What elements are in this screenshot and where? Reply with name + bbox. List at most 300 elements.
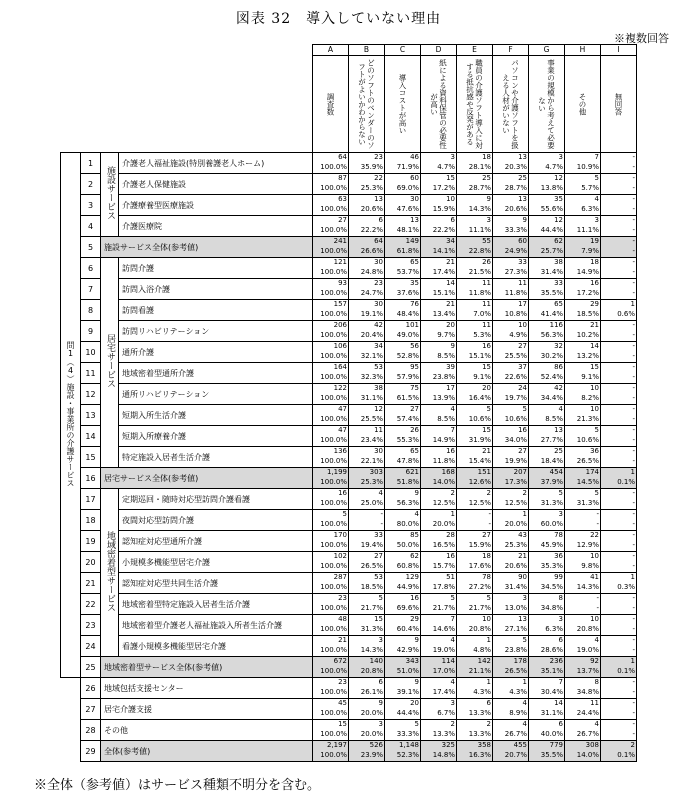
- value-cell: [457, 258, 493, 279]
- percent-value: 20.7%: [504, 751, 527, 759]
- percent-value: -: [632, 520, 635, 528]
- value-cell: [457, 594, 493, 615]
- count-value: 16: [590, 279, 599, 287]
- value-cell: [493, 216, 529, 237]
- count-value: 99: [554, 573, 563, 581]
- column-letter: F: [493, 45, 529, 56]
- count-value: 13: [518, 153, 527, 161]
- percent-value: -: [632, 457, 635, 465]
- percent-value: 17.6%: [468, 562, 491, 570]
- count-value: 343: [405, 657, 419, 665]
- value-cell: [421, 657, 457, 678]
- row-number: 8: [81, 300, 101, 321]
- percent-value: 11.1%: [576, 226, 599, 234]
- value-cell: [565, 363, 601, 384]
- percent-value: 53.7%: [396, 268, 419, 276]
- percent-value: 100.0%: [320, 331, 347, 339]
- value-cell: [457, 573, 493, 594]
- count-value: 3: [558, 510, 563, 518]
- blank-cell: [61, 741, 81, 762]
- value-cell: [565, 594, 601, 615]
- percent-value: 25.3%: [360, 184, 383, 192]
- value-cell: [313, 153, 349, 174]
- count-value: 13: [374, 195, 383, 203]
- percent-value: 100.0%: [320, 604, 347, 612]
- value-cell: [349, 636, 385, 657]
- value-cell: [457, 510, 493, 531]
- value-cell: [529, 720, 565, 741]
- value-cell: [385, 552, 421, 573]
- percent-value: 15.9%: [432, 205, 455, 213]
- count-value: 207: [513, 468, 527, 476]
- table-row: [61, 699, 637, 720]
- table-row: [61, 741, 637, 762]
- percent-value: 17.0%: [432, 667, 455, 675]
- percent-value: 20.0%: [360, 730, 383, 738]
- count-value: 13: [518, 195, 527, 203]
- count-value: 11: [374, 426, 383, 434]
- column-header: [565, 56, 601, 153]
- row-label: 特定施設入居者生活介護: [119, 447, 313, 468]
- percent-value: 14.8%: [432, 751, 455, 759]
- row-number: 4: [81, 216, 101, 237]
- percent-value: 100.0%: [320, 646, 347, 654]
- percent-value: 16.5%: [432, 541, 455, 549]
- percent-value: 37.6%: [396, 289, 419, 297]
- value-cell: [565, 615, 601, 636]
- percent-value: 9.1%: [581, 373, 599, 381]
- percent-value: 13.3%: [432, 730, 455, 738]
- percent-value: 21.7%: [432, 604, 455, 612]
- row-number: 26: [81, 678, 101, 699]
- value-cell: [421, 447, 457, 468]
- count-value: 11: [482, 321, 491, 329]
- percent-value: 17.3%: [504, 478, 527, 486]
- percent-value: -: [632, 394, 635, 402]
- value-cell: [601, 468, 637, 489]
- value-cell: [457, 552, 493, 573]
- count-value: 142: [477, 657, 491, 665]
- group-label-text: 居宅サービス: [105, 334, 115, 388]
- count-value: 12: [554, 174, 563, 182]
- value-cell: [349, 657, 385, 678]
- count-value: 35: [554, 195, 563, 203]
- value-cell: [349, 426, 385, 447]
- column-letter: G: [529, 45, 565, 56]
- count-value: -: [632, 216, 635, 224]
- percent-value: 33.3%: [504, 226, 527, 234]
- percent-value: 31.4%: [504, 583, 527, 591]
- value-cell: [313, 489, 349, 510]
- count-value: 27: [518, 342, 527, 350]
- percent-value: 11.8%: [432, 457, 455, 465]
- count-value: 38: [374, 384, 383, 392]
- count-value: 20: [410, 699, 419, 707]
- percent-value: -: [632, 268, 635, 276]
- count-value: 4: [594, 636, 599, 644]
- percent-value: 31.3%: [576, 499, 599, 507]
- percent-value: 21.5%: [468, 268, 491, 276]
- count-value: -: [632, 279, 635, 287]
- value-cell: [385, 531, 421, 552]
- count-value: 27: [338, 216, 347, 224]
- count-value: 1: [450, 510, 455, 518]
- count-value: 10: [446, 195, 455, 203]
- table-row: [61, 636, 637, 657]
- row-number: 21: [81, 573, 101, 594]
- percent-value: 55.6%: [540, 205, 563, 213]
- percent-value: 100.0%: [320, 583, 347, 591]
- value-cell: [385, 678, 421, 699]
- value-cell: [457, 300, 493, 321]
- value-cell: [349, 699, 385, 720]
- value-cell: [529, 678, 565, 699]
- value-cell: [529, 573, 565, 594]
- value-cell: [493, 195, 529, 216]
- column-header: [601, 56, 637, 153]
- count-value: -: [632, 237, 635, 245]
- row-label: 認知症対応型通所介護: [119, 531, 313, 552]
- value-cell: [457, 237, 493, 258]
- percent-value: 25.5%: [360, 415, 383, 423]
- value-cell: [313, 300, 349, 321]
- value-cell: [457, 741, 493, 762]
- value-cell: [313, 426, 349, 447]
- count-value: 78: [482, 573, 491, 581]
- count-value: 64: [374, 237, 383, 245]
- value-cell: [313, 216, 349, 237]
- percent-value: 13.8%: [540, 184, 563, 192]
- count-value: 10: [590, 552, 599, 560]
- count-value: 39: [446, 363, 455, 371]
- value-cell: [421, 195, 457, 216]
- value-cell: [493, 363, 529, 384]
- value-cell: [385, 594, 421, 615]
- percent-value: 24.4%: [576, 709, 599, 717]
- value-cell: [601, 573, 637, 594]
- percent-value: 10.9%: [576, 163, 599, 171]
- value-cell: [493, 699, 529, 720]
- percent-value: 51.8%: [396, 478, 419, 486]
- percent-value: 100.0%: [320, 268, 347, 276]
- value-cell: [529, 258, 565, 279]
- count-value: 140: [369, 657, 383, 665]
- count-value: 15: [482, 426, 491, 434]
- count-value: 1: [486, 678, 491, 686]
- percent-value: 14.3%: [576, 583, 599, 591]
- count-value: 13: [410, 216, 419, 224]
- value-cell: [421, 363, 457, 384]
- percent-value: -: [488, 520, 491, 528]
- row-label: 介護医療院: [119, 216, 313, 237]
- count-value: 16: [518, 426, 527, 434]
- value-cell: [565, 174, 601, 195]
- count-value: 15: [338, 720, 347, 728]
- percent-value: 35.5%: [540, 289, 563, 297]
- count-value: -: [488, 510, 491, 518]
- column-letter: C: [385, 45, 421, 56]
- percent-value: 26.7%: [504, 730, 527, 738]
- value-cell: [493, 174, 529, 195]
- percent-value: 15.4%: [468, 457, 491, 465]
- value-cell: [421, 636, 457, 657]
- value-cell: [529, 342, 565, 363]
- value-cell: [349, 321, 385, 342]
- count-value: 5: [522, 405, 527, 413]
- column-header-label: 事業の規模から考えて必要ない: [537, 59, 556, 149]
- value-cell: [385, 720, 421, 741]
- count-value: 29: [410, 615, 419, 623]
- value-cell: [421, 699, 457, 720]
- percent-value: 20.4%: [360, 331, 383, 339]
- value-cell: [493, 573, 529, 594]
- count-value: 12: [374, 405, 383, 413]
- value-cell: [529, 279, 565, 300]
- count-value: 22: [590, 531, 599, 539]
- count-value: -: [632, 153, 635, 161]
- count-value: 60: [410, 174, 419, 182]
- column-letter: E: [457, 45, 493, 56]
- value-cell: [421, 342, 457, 363]
- table-row: [61, 489, 637, 510]
- count-value: 23: [374, 153, 383, 161]
- percent-value: 40.0%: [540, 730, 563, 738]
- percent-value: 20.0%: [432, 520, 455, 528]
- value-cell: [565, 741, 601, 762]
- count-value: 14: [554, 699, 563, 707]
- count-value: -: [632, 363, 635, 371]
- value-cell: [313, 552, 349, 573]
- percent-value: 28.6%: [540, 646, 563, 654]
- percent-value: -: [632, 331, 635, 339]
- count-value: 55: [482, 237, 491, 245]
- percent-value: 100.0%: [320, 289, 347, 297]
- count-value: 13: [518, 615, 527, 623]
- value-cell: [421, 510, 457, 531]
- column-header: [493, 56, 529, 153]
- percent-value: 10.6%: [576, 436, 599, 444]
- count-value: 1: [486, 636, 491, 644]
- percent-value: 22.2%: [432, 226, 455, 234]
- count-value: 28: [446, 531, 455, 539]
- count-value: 5: [594, 489, 599, 497]
- value-cell: [385, 153, 421, 174]
- value-cell: [565, 216, 601, 237]
- count-value: 621: [405, 468, 419, 476]
- percent-value: -: [632, 163, 635, 171]
- value-cell: [457, 531, 493, 552]
- percent-value: 15.1%: [432, 289, 455, 297]
- group-label-text: 地域密着型サービス: [105, 530, 115, 612]
- count-value: 4: [450, 405, 455, 413]
- group-label-text: 施設サービス: [105, 166, 115, 220]
- value-cell: [421, 594, 457, 615]
- value-cell: [601, 531, 637, 552]
- percent-value: 100.0%: [320, 184, 347, 192]
- count-value: 53: [374, 363, 383, 371]
- value-cell: [385, 489, 421, 510]
- value-cell: [601, 720, 637, 741]
- value-cell: [601, 237, 637, 258]
- value-cell: [493, 636, 529, 657]
- row-label: 全体(参考値): [101, 741, 313, 762]
- count-value: 27: [410, 405, 419, 413]
- value-cell: [457, 720, 493, 741]
- column-letter-row: [61, 45, 637, 56]
- percent-value: 35.9%: [360, 163, 383, 171]
- value-cell: [457, 153, 493, 174]
- percent-value: 14.3%: [360, 646, 383, 654]
- percent-value: 44.4%: [396, 709, 419, 717]
- percent-value: 50.0%: [396, 541, 419, 549]
- value-cell: [493, 678, 529, 699]
- percent-value: 19.1%: [360, 310, 383, 318]
- value-cell: [493, 531, 529, 552]
- count-value: 3: [558, 615, 563, 623]
- value-cell: [565, 489, 601, 510]
- percent-value: 19.7%: [504, 394, 527, 402]
- value-cell: [457, 468, 493, 489]
- count-value: 85: [410, 531, 419, 539]
- percent-value: 100.0%: [320, 310, 347, 318]
- value-cell: [421, 174, 457, 195]
- count-value: 5: [558, 489, 563, 497]
- row-label: 訪問リハビリテーション: [119, 321, 313, 342]
- percent-value: 11.8%: [504, 289, 527, 297]
- count-value: 672: [333, 657, 347, 665]
- count-value: 3: [450, 699, 455, 707]
- table-row: [61, 216, 637, 237]
- count-value: 4: [594, 195, 599, 203]
- percent-value: 26.5%: [576, 457, 599, 465]
- row-number: 13: [81, 405, 101, 426]
- percent-value: 52.8%: [396, 352, 419, 360]
- value-cell: [601, 405, 637, 426]
- percent-value: 9.1%: [473, 373, 491, 381]
- value-cell: [529, 636, 565, 657]
- count-value: 17: [446, 384, 455, 392]
- count-value: 4: [522, 699, 527, 707]
- count-value: 36: [554, 552, 563, 560]
- value-cell: [529, 657, 565, 678]
- value-cell: [529, 426, 565, 447]
- value-cell: [385, 405, 421, 426]
- value-cell: [421, 405, 457, 426]
- percent-value: -: [632, 625, 635, 633]
- count-value: 26: [410, 426, 419, 434]
- value-cell: [493, 552, 529, 573]
- percent-value: 100.0%: [320, 688, 347, 696]
- count-value: 15: [374, 615, 383, 623]
- percent-value: 21.7%: [360, 604, 383, 612]
- value-cell: [601, 216, 637, 237]
- value-cell: [601, 321, 637, 342]
- percent-value: 14.1%: [432, 247, 455, 255]
- value-cell: [421, 678, 457, 699]
- value-cell: [385, 447, 421, 468]
- value-cell: [421, 279, 457, 300]
- percent-value: 100.0%: [320, 352, 347, 360]
- value-cell: [457, 657, 493, 678]
- count-value: 46: [410, 153, 419, 161]
- blank-cell: [61, 720, 81, 741]
- count-value: 12: [554, 216, 563, 224]
- percent-value: 23.9%: [360, 751, 383, 759]
- column-header-label: 調査数: [326, 92, 335, 116]
- value-cell: [421, 531, 457, 552]
- table-row: [61, 195, 637, 216]
- value-cell: [565, 258, 601, 279]
- value-cell: [529, 216, 565, 237]
- percent-value: -: [380, 520, 383, 528]
- count-value: 303: [369, 468, 383, 476]
- count-value: 170: [333, 531, 347, 539]
- value-cell: [565, 426, 601, 447]
- count-value: 33: [374, 531, 383, 539]
- value-cell: [529, 195, 565, 216]
- count-value: 7: [450, 426, 455, 434]
- percent-value: 20.6%: [504, 205, 527, 213]
- count-value: 3: [378, 720, 383, 728]
- count-value: 15: [590, 363, 599, 371]
- percent-value: 7.0%: [473, 310, 491, 318]
- percent-value: 100.0%: [320, 394, 347, 402]
- percent-value: 28.7%: [468, 184, 491, 192]
- percent-value: 5.3%: [473, 331, 491, 339]
- count-value: 1: [522, 678, 527, 686]
- count-value: 2: [522, 489, 527, 497]
- value-cell: [349, 510, 385, 531]
- count-value: 2,197: [326, 741, 347, 749]
- count-value: -: [632, 489, 635, 497]
- percent-value: 11.1%: [468, 226, 491, 234]
- value-cell: [349, 741, 385, 762]
- value-cell: [493, 153, 529, 174]
- table-row: [61, 237, 637, 258]
- count-value: 3: [450, 153, 455, 161]
- value-cell: [529, 405, 565, 426]
- group-label: [101, 258, 119, 468]
- column-header: [313, 56, 349, 153]
- corner-cell: [61, 45, 313, 153]
- percent-value: -: [632, 688, 635, 696]
- percent-value: 26.5%: [360, 562, 383, 570]
- value-cell: [349, 237, 385, 258]
- value-cell: [421, 321, 457, 342]
- count-value: 93: [338, 279, 347, 287]
- percent-value: 18.5%: [576, 310, 599, 318]
- percent-value: 23.8%: [504, 646, 527, 654]
- percent-value: -: [596, 604, 599, 612]
- value-cell: [565, 552, 601, 573]
- percent-value: -: [632, 373, 635, 381]
- percent-value: 9.7%: [437, 331, 455, 339]
- value-cell: [349, 552, 385, 573]
- percent-value: 20.6%: [360, 205, 383, 213]
- value-cell: [313, 573, 349, 594]
- table-row: [61, 720, 637, 741]
- percent-value: -: [596, 520, 599, 528]
- count-value: -: [632, 195, 635, 203]
- value-cell: [385, 300, 421, 321]
- count-value: -: [632, 384, 635, 392]
- count-value: 5: [522, 636, 527, 644]
- row-number: 5: [81, 237, 101, 258]
- row-number: 16: [81, 468, 101, 489]
- value-cell: [457, 489, 493, 510]
- count-value: 56: [410, 342, 419, 350]
- count-value: 151: [477, 468, 491, 476]
